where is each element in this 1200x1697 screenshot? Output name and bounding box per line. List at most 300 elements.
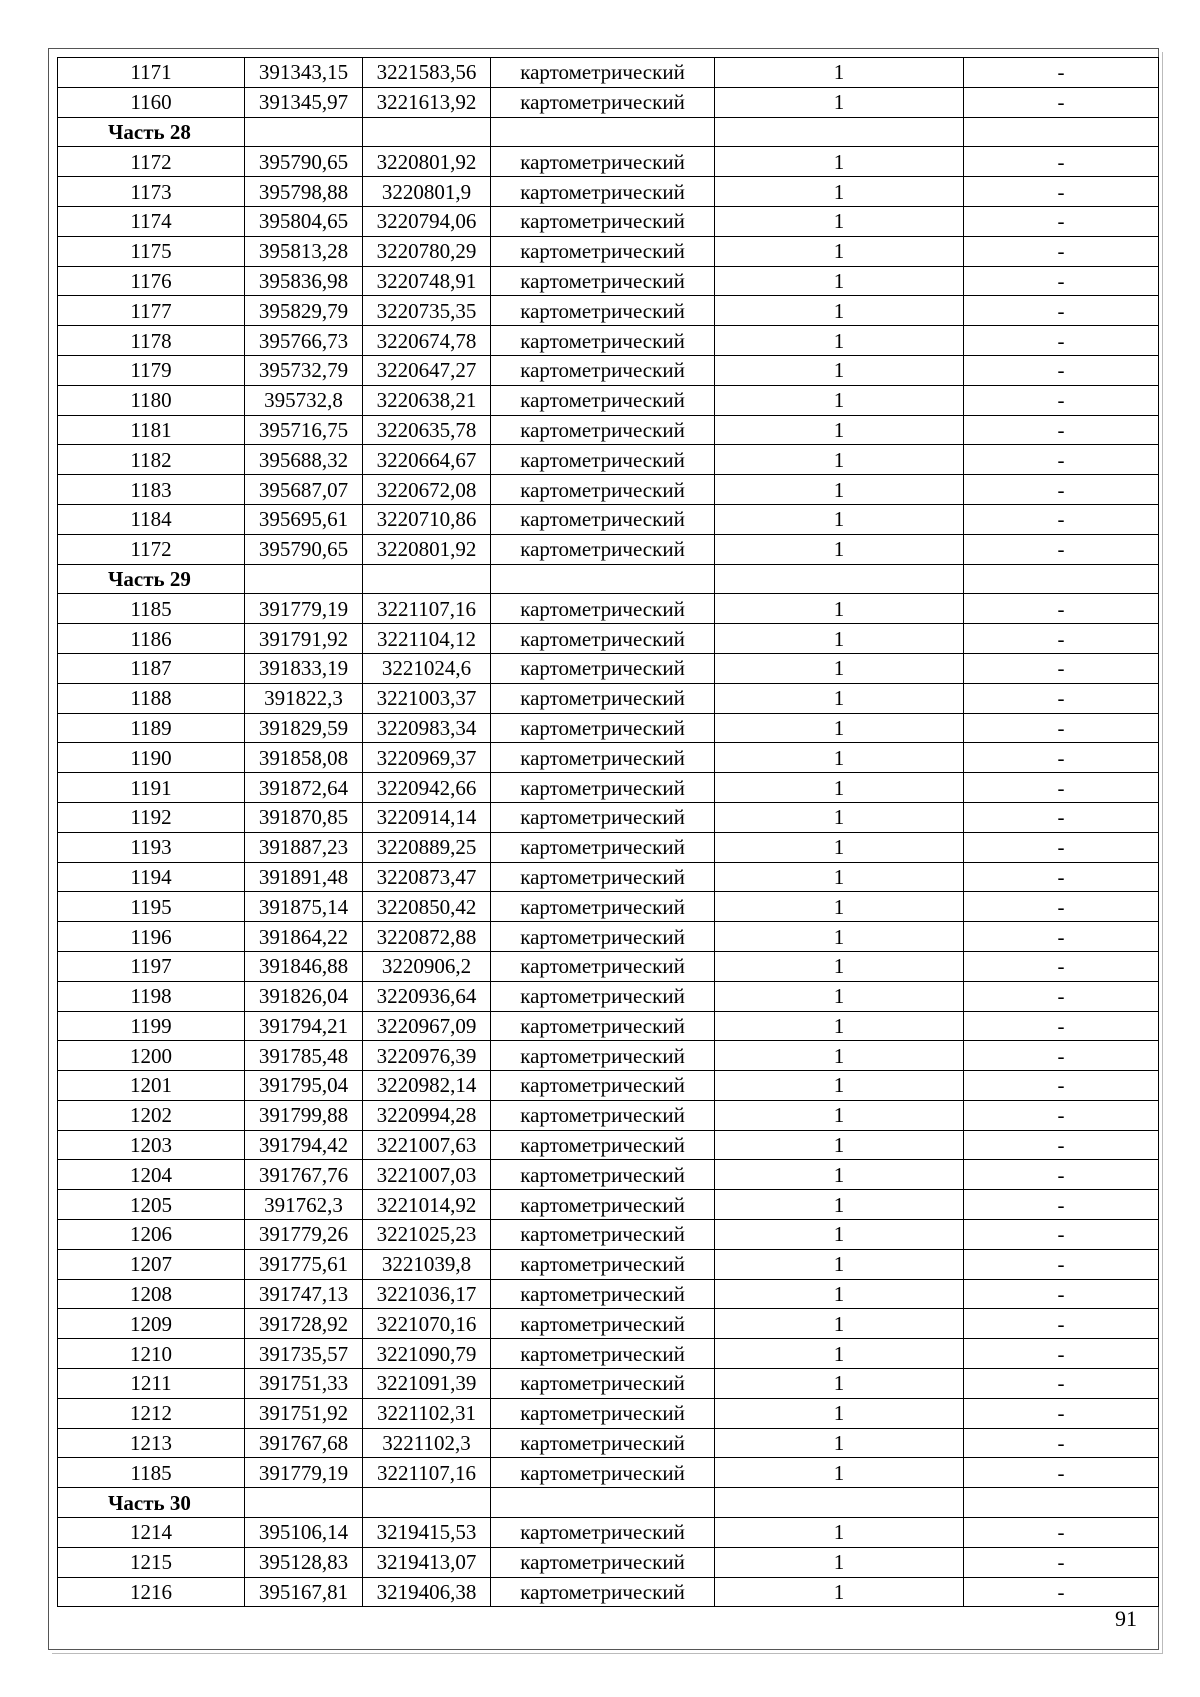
y-coordinate-cell: 3220969,37	[363, 743, 491, 773]
point-number-cell: 1194	[58, 862, 245, 892]
table-row	[58, 355, 1159, 385]
table-row	[58, 1041, 1159, 1071]
accuracy-cell: 1	[715, 266, 964, 296]
table-row	[58, 266, 1159, 296]
y-coordinate-cell: 3220873,47	[363, 862, 491, 892]
point-number-cell: 1206	[58, 1220, 245, 1250]
description-cell: -	[964, 266, 1159, 296]
empty-cell	[964, 1488, 1159, 1518]
description-cell: -	[964, 1428, 1159, 1458]
y-coordinate-cell: 3221070,16	[363, 1309, 491, 1339]
table-row	[58, 653, 1159, 683]
accuracy-cell: 1	[715, 355, 964, 385]
table-row	[58, 58, 1159, 88]
method-cell: картометрический	[491, 415, 715, 445]
method-cell: картометрический	[491, 1339, 715, 1369]
accuracy-cell: 1	[715, 653, 964, 683]
description-cell: -	[964, 743, 1159, 773]
description-cell: -	[964, 1220, 1159, 1250]
y-coordinate-cell: 3220994,28	[363, 1100, 491, 1130]
point-number-cell: 1191	[58, 773, 245, 803]
accuracy-cell: 1	[715, 1130, 964, 1160]
method-cell: картометрический	[491, 743, 715, 773]
point-number-cell: 1171	[58, 58, 245, 88]
x-coordinate-cell: 395688,32	[245, 445, 363, 475]
y-coordinate-cell: 3220647,27	[363, 355, 491, 385]
y-coordinate-cell: 3221583,56	[363, 58, 491, 88]
y-coordinate-cell: 3221107,16	[363, 1458, 491, 1488]
description-cell: -	[964, 773, 1159, 803]
empty-cell	[363, 1488, 491, 1518]
method-cell: картометрический	[491, 445, 715, 475]
method-cell: картометрический	[491, 1190, 715, 1220]
y-coordinate-cell: 3220638,21	[363, 385, 491, 415]
accuracy-cell: 1	[715, 832, 964, 862]
accuracy-cell: 1	[715, 683, 964, 713]
point-number-cell: 1210	[58, 1339, 245, 1369]
table-row	[58, 1160, 1159, 1190]
description-cell: -	[964, 296, 1159, 326]
method-cell: картометрический	[491, 1160, 715, 1190]
y-coordinate-cell: 3221107,16	[363, 594, 491, 624]
x-coordinate-cell: 391779,26	[245, 1220, 363, 1250]
accuracy-cell: 1	[715, 296, 964, 326]
accuracy-cell: 1	[715, 773, 964, 803]
table-row	[58, 1220, 1159, 1250]
point-number-cell: 1200	[58, 1041, 245, 1071]
y-coordinate-cell: 3220710,86	[363, 504, 491, 534]
y-coordinate-cell: 3220872,88	[363, 922, 491, 952]
point-number-cell: 1204	[58, 1160, 245, 1190]
point-number-cell: 1173	[58, 177, 245, 207]
point-number-cell: 1172	[58, 534, 245, 564]
coordinates-table	[57, 57, 1159, 1607]
method-cell: картометрический	[491, 475, 715, 505]
accuracy-cell: 1	[715, 326, 964, 356]
empty-cell	[715, 564, 964, 594]
description-cell: -	[964, 1577, 1159, 1607]
y-coordinate-cell: 3220674,78	[363, 326, 491, 356]
y-coordinate-cell: 3220801,92	[363, 534, 491, 564]
description-cell: -	[964, 385, 1159, 415]
table-row	[58, 1130, 1159, 1160]
point-number-cell: 1205	[58, 1190, 245, 1220]
empty-cell	[363, 117, 491, 147]
x-coordinate-cell: 391822,3	[245, 683, 363, 713]
table-row	[58, 1071, 1159, 1101]
description-cell: -	[964, 1398, 1159, 1428]
description-cell: -	[964, 1041, 1159, 1071]
x-coordinate-cell: 395829,79	[245, 296, 363, 326]
y-coordinate-cell: 3221007,63	[363, 1130, 491, 1160]
accuracy-cell: 1	[715, 445, 964, 475]
y-coordinate-cell: 3220748,91	[363, 266, 491, 296]
table-row	[58, 892, 1159, 922]
part-label-cell: Часть 28	[58, 117, 245, 147]
accuracy-cell: 1	[715, 177, 964, 207]
y-coordinate-cell: 3220982,14	[363, 1071, 491, 1101]
accuracy-cell: 1	[715, 236, 964, 266]
point-number-cell: 1199	[58, 1011, 245, 1041]
x-coordinate-cell: 391345,97	[245, 87, 363, 117]
accuracy-cell: 1	[715, 1309, 964, 1339]
x-coordinate-cell: 391785,48	[245, 1041, 363, 1071]
method-cell: картометрический	[491, 951, 715, 981]
y-coordinate-cell: 3220942,66	[363, 773, 491, 803]
method-cell: картометрический	[491, 385, 715, 415]
method-cell: картометрический	[491, 862, 715, 892]
method-cell: картометрический	[491, 177, 715, 207]
x-coordinate-cell: 395732,79	[245, 355, 363, 385]
table-row	[58, 1369, 1159, 1399]
point-number-cell: 1175	[58, 236, 245, 266]
method-cell: картометрический	[491, 1398, 715, 1428]
table-row	[58, 415, 1159, 445]
description-cell: -	[964, 832, 1159, 862]
point-number-cell: 1188	[58, 683, 245, 713]
y-coordinate-cell: 3220801,9	[363, 177, 491, 207]
description-cell: -	[964, 1071, 1159, 1101]
description-cell: -	[964, 1249, 1159, 1279]
table-row	[58, 385, 1159, 415]
accuracy-cell: 1	[715, 1577, 964, 1607]
y-coordinate-cell: 3220976,39	[363, 1041, 491, 1071]
x-coordinate-cell: 391791,92	[245, 624, 363, 654]
point-number-cell: 1181	[58, 415, 245, 445]
table-row	[58, 475, 1159, 505]
table-row	[58, 326, 1159, 356]
table-row	[58, 1577, 1159, 1607]
y-coordinate-cell: 3220850,42	[363, 892, 491, 922]
y-coordinate-cell: 3221024,6	[363, 653, 491, 683]
point-number-cell: 1215	[58, 1547, 245, 1577]
method-cell: картометрический	[491, 832, 715, 862]
x-coordinate-cell: 391762,3	[245, 1190, 363, 1220]
description-cell: -	[964, 951, 1159, 981]
description-cell: -	[964, 1458, 1159, 1488]
table-row	[58, 534, 1159, 564]
y-coordinate-cell: 3220906,2	[363, 951, 491, 981]
x-coordinate-cell: 395804,65	[245, 206, 363, 236]
description-cell: -	[964, 206, 1159, 236]
method-cell: картометрический	[491, 624, 715, 654]
y-coordinate-cell: 3221102,31	[363, 1398, 491, 1428]
description-cell: -	[964, 653, 1159, 683]
method-cell: картометрический	[491, 236, 715, 266]
table-row	[58, 147, 1159, 177]
x-coordinate-cell: 391751,33	[245, 1369, 363, 1399]
x-coordinate-cell: 395687,07	[245, 475, 363, 505]
table-row	[58, 177, 1159, 207]
point-number-cell: 1185	[58, 1458, 245, 1488]
table-row	[58, 594, 1159, 624]
accuracy-cell: 1	[715, 624, 964, 654]
point-number-cell: 1172	[58, 147, 245, 177]
method-cell: картометрический	[491, 1369, 715, 1399]
method-cell: картометрический	[491, 147, 715, 177]
x-coordinate-cell: 391887,23	[245, 832, 363, 862]
table-row	[58, 1518, 1159, 1548]
method-cell: картометрический	[491, 1547, 715, 1577]
y-coordinate-cell: 3220936,64	[363, 981, 491, 1011]
description-cell: -	[964, 87, 1159, 117]
method-cell: картометрический	[491, 1249, 715, 1279]
x-coordinate-cell: 391875,14	[245, 892, 363, 922]
point-number-cell: 1189	[58, 713, 245, 743]
y-coordinate-cell: 3220664,67	[363, 445, 491, 475]
accuracy-cell: 1	[715, 1369, 964, 1399]
description-cell: -	[964, 1369, 1159, 1399]
point-number-cell: 1177	[58, 296, 245, 326]
part-header-row	[58, 564, 1159, 594]
description-cell: -	[964, 1160, 1159, 1190]
method-cell: картометрический	[491, 1011, 715, 1041]
description-cell: -	[964, 802, 1159, 832]
point-number-cell: 1178	[58, 326, 245, 356]
table-row	[58, 981, 1159, 1011]
table-row	[58, 206, 1159, 236]
description-cell: -	[964, 58, 1159, 88]
description-cell: -	[964, 713, 1159, 743]
x-coordinate-cell: 395128,83	[245, 1547, 363, 1577]
y-coordinate-cell: 3220967,09	[363, 1011, 491, 1041]
y-coordinate-cell: 3221036,17	[363, 1279, 491, 1309]
description-cell: -	[964, 1279, 1159, 1309]
point-number-cell: 1216	[58, 1577, 245, 1607]
description-cell: -	[964, 534, 1159, 564]
y-coordinate-cell: 3221091,39	[363, 1369, 491, 1399]
x-coordinate-cell: 391858,08	[245, 743, 363, 773]
point-number-cell: 1212	[58, 1398, 245, 1428]
x-coordinate-cell: 391795,04	[245, 1071, 363, 1101]
x-coordinate-cell: 391864,22	[245, 922, 363, 952]
part-header-row	[58, 1488, 1159, 1518]
method-cell: картометрический	[491, 266, 715, 296]
method-cell: картометрический	[491, 981, 715, 1011]
y-coordinate-cell: 3221090,79	[363, 1339, 491, 1369]
y-coordinate-cell: 3220889,25	[363, 832, 491, 862]
x-coordinate-cell: 391779,19	[245, 1458, 363, 1488]
point-number-cell: 1180	[58, 385, 245, 415]
accuracy-cell: 1	[715, 743, 964, 773]
accuracy-cell: 1	[715, 1071, 964, 1101]
page-number: 91	[1115, 1606, 1137, 1631]
point-number-cell: 1185	[58, 594, 245, 624]
empty-cell	[715, 117, 964, 147]
point-number-cell: 1192	[58, 802, 245, 832]
description-cell: -	[964, 326, 1159, 356]
part-header-row	[58, 117, 1159, 147]
description-cell: -	[964, 683, 1159, 713]
method-cell: картометрический	[491, 683, 715, 713]
description-cell: -	[964, 981, 1159, 1011]
accuracy-cell: 1	[715, 1279, 964, 1309]
table-row	[58, 1190, 1159, 1220]
accuracy-cell: 1	[715, 1398, 964, 1428]
x-coordinate-cell: 391829,59	[245, 713, 363, 743]
accuracy-cell: 1	[715, 1428, 964, 1458]
point-number-cell: 1203	[58, 1130, 245, 1160]
point-number-cell: 1176	[58, 266, 245, 296]
x-coordinate-cell: 391775,61	[245, 1249, 363, 1279]
x-coordinate-cell: 395813,28	[245, 236, 363, 266]
description-cell: -	[964, 415, 1159, 445]
description-cell: -	[964, 236, 1159, 266]
x-coordinate-cell: 395106,14	[245, 1518, 363, 1548]
x-coordinate-cell: 391846,88	[245, 951, 363, 981]
point-number-cell: 1198	[58, 981, 245, 1011]
point-number-cell: 1160	[58, 87, 245, 117]
point-number-cell: 1196	[58, 922, 245, 952]
table-body	[58, 58, 1159, 1607]
table-row	[58, 862, 1159, 892]
method-cell: картометрический	[491, 504, 715, 534]
table-row	[58, 1398, 1159, 1428]
y-coordinate-cell: 3221003,37	[363, 683, 491, 713]
table-row	[58, 1279, 1159, 1309]
y-coordinate-cell: 3220914,14	[363, 802, 491, 832]
point-number-cell: 1193	[58, 832, 245, 862]
y-coordinate-cell: 3220672,08	[363, 475, 491, 505]
accuracy-cell: 1	[715, 1518, 964, 1548]
point-number-cell: 1197	[58, 951, 245, 981]
description-cell: -	[964, 892, 1159, 922]
method-cell: картометрический	[491, 534, 715, 564]
empty-cell	[245, 564, 363, 594]
accuracy-cell: 1	[715, 534, 964, 564]
accuracy-cell: 1	[715, 802, 964, 832]
y-coordinate-cell: 3221104,12	[363, 624, 491, 654]
y-coordinate-cell: 3219413,07	[363, 1547, 491, 1577]
method-cell: картометрический	[491, 1518, 715, 1548]
accuracy-cell: 1	[715, 504, 964, 534]
empty-cell	[245, 1488, 363, 1518]
table-row	[58, 1428, 1159, 1458]
accuracy-cell: 1	[715, 1458, 964, 1488]
accuracy-cell: 1	[715, 594, 964, 624]
accuracy-cell: 1	[715, 58, 964, 88]
accuracy-cell: 1	[715, 892, 964, 922]
part-label-cell: Часть 30	[58, 1488, 245, 1518]
point-number-cell: 1208	[58, 1279, 245, 1309]
point-number-cell: 1195	[58, 892, 245, 922]
y-coordinate-cell: 3221039,8	[363, 1249, 491, 1279]
table-row	[58, 1249, 1159, 1279]
method-cell: картометрический	[491, 296, 715, 326]
method-cell: картометрический	[491, 355, 715, 385]
y-coordinate-cell: 3221102,3	[363, 1428, 491, 1458]
accuracy-cell: 1	[715, 1190, 964, 1220]
table-row	[58, 951, 1159, 981]
x-coordinate-cell: 395167,81	[245, 1577, 363, 1607]
table-row	[58, 1458, 1159, 1488]
description-cell: -	[964, 445, 1159, 475]
x-coordinate-cell: 395695,61	[245, 504, 363, 534]
point-number-cell: 1190	[58, 743, 245, 773]
accuracy-cell: 1	[715, 206, 964, 236]
description-cell: -	[964, 1547, 1159, 1577]
empty-cell	[491, 564, 715, 594]
x-coordinate-cell: 391343,15	[245, 58, 363, 88]
description-cell: -	[964, 147, 1159, 177]
y-coordinate-cell: 3221014,92	[363, 1190, 491, 1220]
table-row	[58, 1339, 1159, 1369]
description-cell: -	[964, 355, 1159, 385]
accuracy-cell: 1	[715, 981, 964, 1011]
table-row	[58, 713, 1159, 743]
accuracy-cell: 1	[715, 1249, 964, 1279]
accuracy-cell: 1	[715, 713, 964, 743]
method-cell: картометрический	[491, 1428, 715, 1458]
table-row	[58, 1309, 1159, 1339]
description-cell: -	[964, 922, 1159, 952]
table-row	[58, 832, 1159, 862]
y-coordinate-cell: 3220801,92	[363, 147, 491, 177]
y-coordinate-cell: 3221025,23	[363, 1220, 491, 1250]
x-coordinate-cell: 395766,73	[245, 326, 363, 356]
empty-cell	[363, 564, 491, 594]
method-cell: картометрический	[491, 1279, 715, 1309]
method-cell: картометрический	[491, 892, 715, 922]
point-number-cell: 1174	[58, 206, 245, 236]
point-number-cell: 1184	[58, 504, 245, 534]
table-row	[58, 296, 1159, 326]
point-number-cell: 1187	[58, 653, 245, 683]
y-coordinate-cell: 3220635,78	[363, 415, 491, 445]
x-coordinate-cell: 391751,92	[245, 1398, 363, 1428]
point-number-cell: 1183	[58, 475, 245, 505]
x-coordinate-cell: 391794,42	[245, 1130, 363, 1160]
x-coordinate-cell: 395790,65	[245, 147, 363, 177]
method-cell: картометрический	[491, 1100, 715, 1130]
method-cell: картометрический	[491, 1071, 715, 1101]
method-cell: картометрический	[491, 1220, 715, 1250]
x-coordinate-cell: 395732,8	[245, 385, 363, 415]
point-number-cell: 1201	[58, 1071, 245, 1101]
x-coordinate-cell: 391799,88	[245, 1100, 363, 1130]
description-cell: -	[964, 504, 1159, 534]
accuracy-cell: 1	[715, 1547, 964, 1577]
method-cell: картометрический	[491, 713, 715, 743]
accuracy-cell: 1	[715, 87, 964, 117]
x-coordinate-cell: 391891,48	[245, 862, 363, 892]
table-row	[58, 683, 1159, 713]
empty-cell	[964, 564, 1159, 594]
method-cell: картометрический	[491, 922, 715, 952]
table-row	[58, 624, 1159, 654]
accuracy-cell: 1	[715, 1220, 964, 1250]
accuracy-cell: 1	[715, 1011, 964, 1041]
x-coordinate-cell: 391735,57	[245, 1339, 363, 1369]
method-cell: картометрический	[491, 1458, 715, 1488]
accuracy-cell: 1	[715, 1339, 964, 1369]
point-number-cell: 1211	[58, 1369, 245, 1399]
point-number-cell: 1202	[58, 1100, 245, 1130]
x-coordinate-cell: 395836,98	[245, 266, 363, 296]
accuracy-cell: 1	[715, 922, 964, 952]
method-cell: картометрический	[491, 58, 715, 88]
table-row	[58, 236, 1159, 266]
x-coordinate-cell: 391872,64	[245, 773, 363, 803]
description-cell: -	[964, 624, 1159, 654]
table-row	[58, 1100, 1159, 1130]
method-cell: картометрический	[491, 802, 715, 832]
empty-cell	[715, 1488, 964, 1518]
method-cell: картометрический	[491, 1130, 715, 1160]
y-coordinate-cell: 3219415,53	[363, 1518, 491, 1548]
description-cell: -	[964, 177, 1159, 207]
description-cell: -	[964, 1190, 1159, 1220]
